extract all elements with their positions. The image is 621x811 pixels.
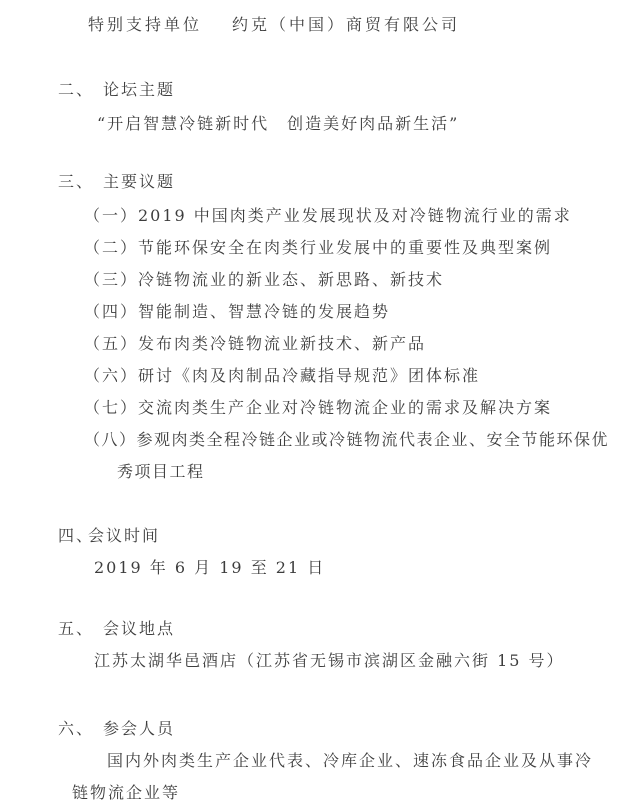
participants-text: 国内外肉类生产企业代表、冷库企业、速冻食品企业及从事冷链物流企业等: [72, 751, 594, 802]
section-number: 四、: [58, 526, 95, 545]
meeting-place-value: 江苏太湖华邑酒店（江苏省无锡市滨湖区金融六街 15 号）: [94, 651, 565, 670]
section-heading-meeting-place: [58, 619, 175, 638]
topic-item: （六）研讨《肉及肉制品冷藏指导规范》团体标准: [84, 366, 481, 385]
section-title: 会议时间: [88, 526, 161, 545]
section-number: 五、: [58, 619, 95, 638]
section-title: 论坛主题: [103, 80, 176, 99]
special-support-line: [88, 15, 460, 34]
support-label: 特别支持单位: [88, 15, 203, 34]
topic-item: （三）冷链物流业的新业态、新思路、新技术: [84, 270, 445, 289]
section-heading-forum-theme: [58, 80, 175, 99]
section-number: 二、: [58, 80, 95, 99]
topics-list: [84, 200, 621, 488]
section-heading-participants: [58, 719, 175, 738]
topic-item: （八）参观肉类全程冷链企业或冷链物流代表企业、安全节能环保优秀项目工程: [84, 430, 610, 481]
section-title: 参会人员: [103, 719, 176, 738]
meeting-time-value: 2019 年 6 月 19 至 21 日: [94, 558, 326, 577]
section-number: 三、: [58, 172, 95, 191]
section-title: 会议地点: [103, 619, 176, 638]
topic-item: （四）智能制造、智慧冷链的发展趋势: [84, 302, 391, 321]
topic-item: （七）交流肉类生产企业对冷链物流企业的需求及解决方案: [84, 398, 553, 417]
section-title: 主要议题: [103, 172, 176, 191]
topic-item: （一）2019 中国肉类产业发展现状及对冷链物流行业的需求: [84, 206, 572, 225]
section-heading-meeting-time: [58, 526, 160, 545]
section-heading-main-topics: [58, 172, 175, 191]
forum-theme-text: “开启智慧冷链新时代 创造美好肉品新生活”: [97, 114, 460, 133]
topic-item: （五）发布肉类冷链物流业新技术、新产品: [84, 334, 427, 353]
support-value: 约克（中国）商贸有限公司: [232, 15, 461, 34]
section-number: 六、: [58, 719, 95, 738]
topic-item: （二）节能环保安全在肉类行业发展中的重要性及典型案例: [84, 238, 553, 257]
